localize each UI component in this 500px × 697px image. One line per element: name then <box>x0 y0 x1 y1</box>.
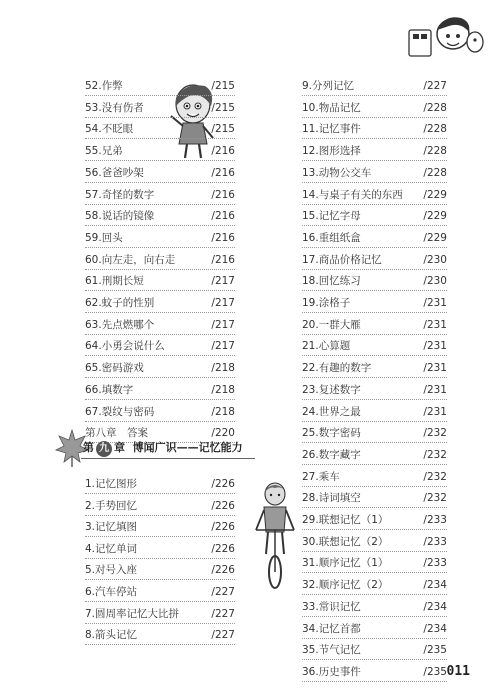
dotted-rule <box>85 377 235 378</box>
dotted-rule <box>85 421 235 422</box>
dotted-rule <box>302 421 447 422</box>
toc-entry-title: 57.奇怪的数字 <box>85 188 155 201</box>
dotted-rule <box>302 594 447 595</box>
toc-entry-title: 1.记忆图形 <box>85 478 138 490</box>
dotted-rule <box>302 377 447 378</box>
toc-entry[interactable] <box>85 315 235 335</box>
toc-entry-page: /234 <box>423 579 447 592</box>
toc-entry-page: /215 <box>211 80 235 92</box>
dotted-rule <box>302 572 447 573</box>
toc-entry-page: /217 <box>211 275 235 288</box>
dotted-rule <box>85 623 235 624</box>
toc-entry[interactable] <box>302 423 447 443</box>
toc-entry[interactable] <box>302 98 447 118</box>
dotted-rule <box>302 681 447 682</box>
toc-entry[interactable] <box>302 597 447 617</box>
toc-entry-page: /215 <box>211 123 235 136</box>
chapter-prefix: 第 <box>83 441 94 454</box>
toc-entry[interactable] <box>302 358 447 378</box>
toc-entry[interactable] <box>302 488 447 508</box>
page-number: 011 <box>446 664 470 679</box>
toc-entry-page: /235 <box>423 665 447 678</box>
toc-entry-page: /235 <box>423 644 447 657</box>
dotted-rule <box>302 442 447 443</box>
toc-entry-title: 64.小勇会说什么 <box>85 340 165 353</box>
toc-entry-title: 32.顺序记忆（2） <box>302 579 389 592</box>
chapter-title <box>83 439 243 457</box>
toc-entry-title: 22.有趣的数字 <box>302 362 372 375</box>
toc-entry-title: 24.世界之最 <box>302 405 361 418</box>
toc-entry-title: 5.对号入座 <box>85 564 138 577</box>
toc-entry-page: /231 <box>423 318 447 331</box>
toc-entry[interactable] <box>85 604 235 624</box>
dotted-rule <box>302 399 447 400</box>
toc-entry-title: 25.数字密码 <box>302 427 361 440</box>
dotted-rule <box>85 182 235 183</box>
toc-entry-page: /228 <box>423 145 447 158</box>
toc-entry[interactable] <box>302 380 447 400</box>
girl-on-bicycle-illustration <box>250 480 300 590</box>
toc-entry[interactable] <box>85 163 235 183</box>
toc-entry[interactable] <box>85 402 235 422</box>
toc-entry[interactable] <box>302 402 447 422</box>
toc-entry[interactable] <box>85 358 235 378</box>
toc-entry-title: 21.心算题 <box>302 340 351 353</box>
toc-entry-title: 17.商品价格记忆 <box>302 253 382 266</box>
toc-entry-title: 62.蚊子的性别 <box>85 297 155 309</box>
toc-entry[interactable] <box>85 293 235 313</box>
toc-entry[interactable] <box>302 293 447 313</box>
toc-entry-title: 6.汽车停站 <box>85 586 138 598</box>
toc-entry-page: /229 <box>423 210 447 223</box>
toc-entry-title: 8.箭头记忆 <box>85 629 138 642</box>
cartoon-kids-corner-illustration <box>405 12 485 62</box>
toc-entry[interactable] <box>85 271 235 291</box>
toc-entry-title: 9.分列记忆 <box>302 80 355 92</box>
toc-entry[interactable] <box>302 228 447 248</box>
toc-entry[interactable] <box>85 76 235 96</box>
toc-entry[interactable] <box>85 380 235 400</box>
toc-entry-page: /234 <box>423 622 447 635</box>
toc-entry-title: 30.联想记忆（2） <box>302 535 389 548</box>
toc-entry-page: /229 <box>423 231 447 244</box>
toc-entry-page: /227 <box>211 629 235 642</box>
toc-entry-page: /218 <box>211 362 235 375</box>
toc-entry-page: /230 <box>423 253 447 266</box>
dotted-rule <box>85 579 235 580</box>
toc-entry[interactable] <box>302 76 447 96</box>
chapter-suffix: 章 <box>114 441 125 454</box>
dotted-rule <box>302 507 447 508</box>
dotted-rule <box>302 334 447 335</box>
toc-entry[interactable] <box>302 315 447 335</box>
toc-entry-page: /233 <box>423 514 447 526</box>
toc-entry-page: /233 <box>423 557 447 570</box>
toc-entry-page: /216 <box>211 231 235 244</box>
toc-entry[interactable] <box>302 185 447 205</box>
toc-entry-page: /231 <box>423 340 447 353</box>
toc-entry-page: /216 <box>211 188 235 201</box>
dotted-rule <box>302 182 447 183</box>
toc-entry[interactable] <box>85 206 235 226</box>
toc-entry-page: /228 <box>423 166 447 179</box>
toc-entry-page: /231 <box>423 383 447 396</box>
dotted-rule <box>302 486 447 487</box>
toc-entry[interactable] <box>85 625 235 645</box>
toc-entry-title: 60.向左走，向右走 <box>85 253 176 266</box>
toc-entry[interactable] <box>302 510 447 530</box>
toc-entry[interactable] <box>85 474 235 494</box>
toc-entry[interactable] <box>85 228 235 248</box>
toc-entry-title: 23.复述数字 <box>302 383 361 396</box>
toc-entry[interactable] <box>302 662 447 682</box>
toc-entry-page: /216 <box>211 210 235 223</box>
dotted-rule <box>302 247 447 248</box>
toc-entry[interactable] <box>302 141 447 161</box>
dotted-rule <box>302 160 447 161</box>
dotted-rule <box>85 138 235 139</box>
toc-entry[interactable] <box>85 582 235 602</box>
toc-entry[interactable] <box>302 532 447 552</box>
toc-entry-title: 18.回忆练习 <box>302 275 361 288</box>
toc-entry-page: /228 <box>423 123 447 136</box>
toc-entry-title: 4.记忆单词 <box>85 542 138 555</box>
chapter-number-badge: 九 <box>96 441 112 457</box>
dotted-rule <box>85 312 235 313</box>
toc-entry[interactable] <box>85 119 235 139</box>
toc-entry-page: /227 <box>211 586 235 598</box>
toc-entry-page: /216 <box>211 253 235 266</box>
dotted-rule <box>302 225 447 226</box>
toc-entry-title: 33.常识记忆 <box>302 600 361 613</box>
dotted-rule <box>85 355 235 356</box>
toc-entry-title: 34.记忆首都 <box>302 622 361 635</box>
dotted-rule <box>302 659 447 660</box>
dotted-rule <box>302 269 447 270</box>
dotted-rule <box>302 95 447 96</box>
toc-entry-title: 66.填数字 <box>85 383 134 396</box>
toc-entry-title: 31.顺序记忆（1） <box>302 557 389 570</box>
toc-entry[interactable] <box>302 206 447 226</box>
toc-entry-title: 第八章 答案 <box>85 427 148 440</box>
toc-entry-page: /227 <box>211 607 235 620</box>
toc-entry-page: /217 <box>211 318 235 331</box>
toc-entry-title: 16.重组纸盒 <box>302 231 361 244</box>
toc-entry-title: 28.诗词填空 <box>302 492 361 505</box>
toc-entry[interactable] <box>85 185 235 205</box>
toc-entry-page: /232 <box>423 470 447 483</box>
dotted-rule <box>85 247 235 248</box>
toc-entry-page: /231 <box>423 362 447 375</box>
toc-entry[interactable] <box>85 560 235 580</box>
toc-entry[interactable] <box>302 119 447 139</box>
toc-entry[interactable] <box>302 445 447 465</box>
toc-entry-title: 56.爸爸吵架 <box>85 166 144 179</box>
toc-entry[interactable] <box>302 619 447 639</box>
toc-entry-title: 61.刑期长短 <box>85 275 144 288</box>
toc-entry[interactable] <box>302 467 447 487</box>
toc-entry-title: 20.一群大雁 <box>302 318 361 331</box>
dotted-rule <box>302 355 447 356</box>
toc-entry-title: 36.历史事件 <box>302 665 361 678</box>
dotted-rule <box>85 117 235 118</box>
toc-entry-page: /228 <box>423 101 447 114</box>
toc-entry[interactable] <box>85 141 235 161</box>
toc-entry-page: /234 <box>423 600 447 613</box>
toc-entry-page: /226 <box>211 542 235 555</box>
dotted-rule <box>85 558 235 559</box>
toc-entry[interactable] <box>302 271 447 291</box>
toc-entry-title: 14.与桌子有关的东西 <box>302 188 403 201</box>
toc-entry-title: 55.兄弟 <box>85 145 123 158</box>
toc-entry-page: /218 <box>211 383 235 396</box>
toc-entry-page: /227 <box>423 80 447 92</box>
toc-entry-title: 59.回头 <box>85 231 123 244</box>
dotted-rule <box>302 638 447 639</box>
toc-entry[interactable] <box>302 553 447 573</box>
toc-entry[interactable] <box>85 517 235 537</box>
toc-entry[interactable] <box>302 575 447 595</box>
toc-entry-title: 35.节气记忆 <box>302 644 361 657</box>
dotted-rule <box>85 644 235 645</box>
toc-entry-title: 10.物品记忆 <box>302 101 361 114</box>
toc-entry-page: /217 <box>211 340 235 353</box>
toc-entry-page: /233 <box>423 535 447 548</box>
toc-entry-page: /215 <box>211 101 235 114</box>
toc-entry-title: 3.记忆填图 <box>85 521 138 534</box>
dotted-rule <box>85 95 235 96</box>
dotted-rule <box>85 225 235 226</box>
toc-entry-page: /230 <box>423 275 447 288</box>
chapter-nine-heading <box>55 428 255 468</box>
toc-entry-page: /216 <box>211 145 235 158</box>
toc-entry-page: /232 <box>423 492 447 505</box>
toc-entry-title: 65.密码游戏 <box>85 362 144 375</box>
toc-entry[interactable] <box>85 98 235 118</box>
toc-entry[interactable] <box>85 539 235 559</box>
toc-entry-page: /217 <box>211 297 235 309</box>
toc-entry-title: 53.没有伤者 <box>85 101 144 114</box>
dotted-rule <box>85 515 235 516</box>
chapter-underline <box>81 458 255 459</box>
dotted-rule <box>85 269 235 270</box>
dotted-rule <box>302 204 447 205</box>
toc-entry-page: /226 <box>211 521 235 534</box>
toc-entry-page: /232 <box>423 427 447 440</box>
toc-entry-title: 15.记忆字母 <box>302 210 361 223</box>
toc-entry-title: 63.先点燃哪个 <box>85 318 155 331</box>
dotted-rule <box>85 160 235 161</box>
toc-entry-page: /232 <box>423 448 447 461</box>
toc-entry-title: 67.裂纹与密码 <box>85 405 155 418</box>
toc-entry-page: /226 <box>211 564 235 577</box>
toc-entry[interactable] <box>302 250 447 270</box>
dotted-rule <box>85 334 235 335</box>
toc-entry-page: /216 <box>211 166 235 179</box>
dotted-rule <box>302 138 447 139</box>
dotted-rule <box>302 117 447 118</box>
toc-entry-title: 12.图形选择 <box>302 145 361 158</box>
dotted-rule <box>302 464 447 465</box>
toc-entry-page: /229 <box>423 188 447 201</box>
toc-entry-title: 29.联想记忆（1） <box>302 514 389 526</box>
toc-entry-title: 19.涂格子 <box>302 297 351 309</box>
dotted-rule <box>85 399 235 400</box>
toc-entry-page: /231 <box>423 297 447 309</box>
dotted-rule <box>85 204 235 205</box>
toc-entry-title: 58.说话的镜像 <box>85 210 155 223</box>
toc-entry-page: /218 <box>211 405 235 418</box>
toc-entry[interactable] <box>85 250 235 270</box>
toc-entry-title: 52.作弊 <box>85 80 123 92</box>
toc-entry[interactable] <box>85 336 235 356</box>
toc-entry[interactable] <box>85 496 235 516</box>
toc-entry-page: /226 <box>211 478 235 490</box>
toc-entry[interactable] <box>302 336 447 356</box>
dotted-rule <box>302 290 447 291</box>
toc-entry-title: 27.乘车 <box>302 470 340 483</box>
dotted-rule <box>302 529 447 530</box>
toc-entry-title: 7.圆周率记忆大比拼 <box>85 607 180 620</box>
toc-entry-page: /231 <box>423 405 447 418</box>
chapter-name: 博闻广识——记忆能力 <box>132 441 243 454</box>
dotted-rule <box>302 312 447 313</box>
toc-entry-page: /226 <box>211 499 235 512</box>
toc-entry-title: 11.记忆事件 <box>302 123 361 136</box>
toc-entry[interactable] <box>302 163 447 183</box>
toc-entry-title: 13.动物公交车 <box>302 166 372 179</box>
dotted-rule <box>85 290 235 291</box>
dotted-rule <box>302 551 447 552</box>
toc-entry-title: 2.手势回忆 <box>85 499 138 512</box>
dotted-rule <box>85 601 235 602</box>
toc-entry-page: /220 <box>211 427 235 440</box>
toc-entry-title: 54.不眨眼 <box>85 123 134 136</box>
toc-entry[interactable] <box>302 640 447 660</box>
dotted-rule <box>85 536 235 537</box>
dotted-rule <box>85 493 235 494</box>
toc-entry-title: 26.数字藏字 <box>302 448 361 461</box>
dotted-rule <box>302 616 447 617</box>
